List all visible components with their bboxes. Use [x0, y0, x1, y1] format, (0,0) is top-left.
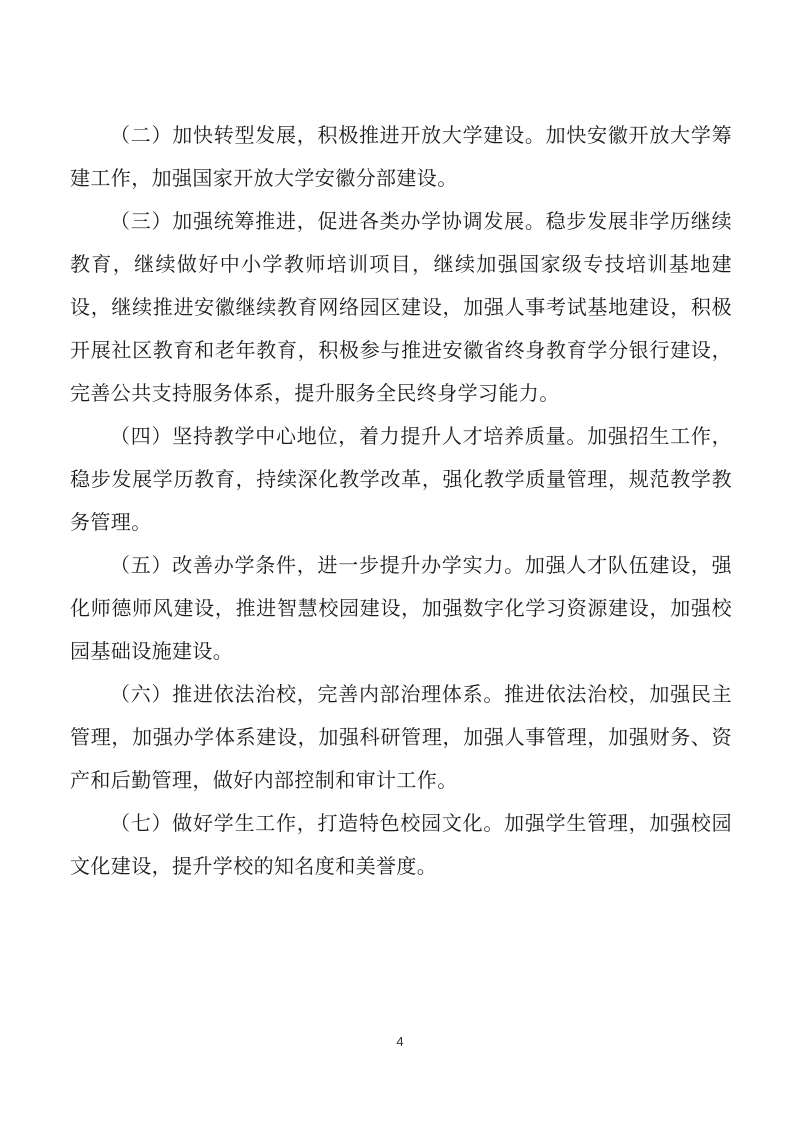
paragraph-section-7: （七）做好学生工作，打造特色校园文化。加强学生管理，加强校园文化建设，提升学校的知名度和美誉度。: [70, 811, 732, 878]
paragraph-section-3: （三）加强统筹推进，促进各类办学协调发展。稳步发展非学历继续教育，继续做好中小学教师培训项目，继续加强国家级专技培训基地建设，继续推进安徽继续教育网络园区建设，加强人事考试基地建设，积极开展社区教育和老年教育，积极参与推进安徽省终身教育学分银行建设，完善公共支持服务体系，提升服务全民终身学习能力。: [70, 209, 732, 405]
document-body: [70, 114, 732, 888]
paragraph-section-5: （五）改善办学条件，进一步提升办学实力。加强人才队伍建设，强化师德师风建设，推进智慧校园建设，加强数字化学习资源建设，加强校园基础设施建设。: [70, 553, 732, 663]
paragraph-section-2: （二）加快转型发展，积极推进开放大学建设。加快安徽开放大学筹建工作，加强国家开放大学安徽分部建设。: [70, 123, 732, 190]
paragraph-section-6: （六）推进依法治校，完善内部治理体系。推进依法治校，加强民主管理，加强办学体系建设，加强科研管理，加强人事管理，加强财务、资产和后勤管理，做好内部控制和审计工作。: [70, 682, 732, 792]
page-number: 4: [396, 1034, 404, 1049]
paragraph-section-4: （四）坚持教学中心地位，着力提升人才培养质量。加强招生工作，稳步发展学历教育，持续深化教学改革，强化教学质量管理，规范教学教务管理。: [70, 424, 732, 534]
